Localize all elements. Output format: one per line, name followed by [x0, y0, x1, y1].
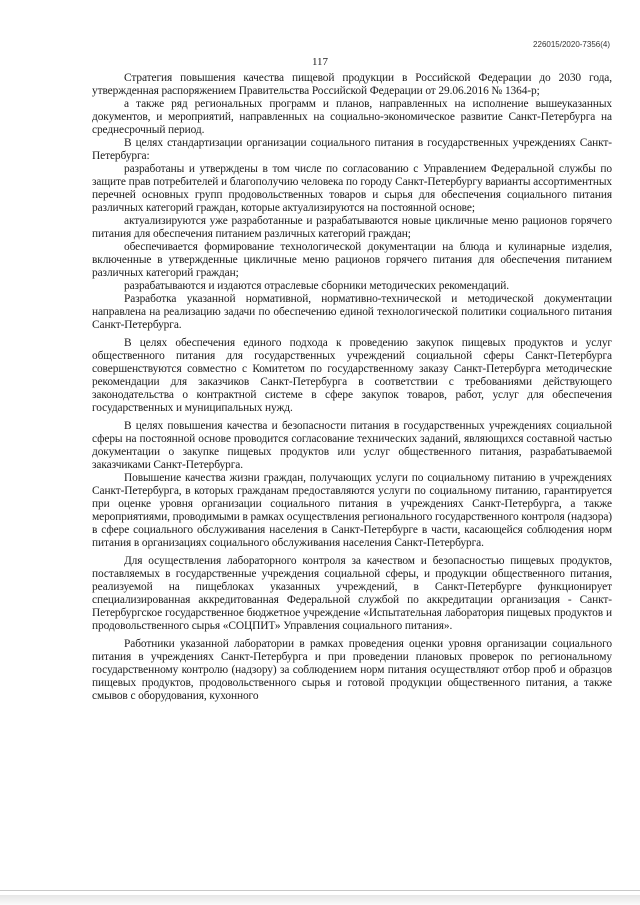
document-body: [92, 72, 612, 703]
paragraph: разработаны и утверждены в том числе по согласованию с Управлением Федеральной службы по защите прав потребителей и благополучию человека по городу Санкт-Петербургу варианты ассортиментных перечней основных групп продовольственных товаров и сырья для обеспечения социального питания различных категорий граждан, которые актуализируются на постоянной основе;: [92, 163, 612, 214]
scan-bottom-edge: [0, 890, 640, 891]
paragraph: обеспечивается формирование технологической документации на блюда и кулинарные изделия, включенные в утвержденные цикличные меню рационов горячего питания для обеспечения питанием различных категорий граждан;: [92, 241, 612, 279]
paragraph: Для осуществления лабораторного контроля за качеством и безопасностью пищевых продуктов, поставляемых в государственные учреждения социальной сферы, и продукции общественного питания, реализуемой на пищеблоках указанных учреждений, в Санкт-Петербурге функционирует специализированная аккредитованная Федеральной службой по аккредитации организация - Санкт-Петербургское государственное бюджетное учреждение «Испытательная лаборатория пищевых продуктов и продовольственного сырья «СОЦПИТ» Управления социального питания».: [92, 555, 612, 632]
scan-bottom-shadow: [0, 895, 640, 905]
page-number: 117: [311, 56, 329, 68]
paragraph: В целях стандартизации организации социального питания в государственных учреждениях Санкт-Петербурга:: [92, 137, 612, 162]
paragraph: разрабатываются и издаются отраслевые сборники методических рекомендаций.: [124, 280, 509, 292]
paragraph: В целях повышения качества и безопасности питания в государственных учреждениях социальной сферы на постоянной основе проводится согласование технических заданий, являющихся составной частью документации о закупке пищевых продуктов или услуг общественного питания, разрабатываемой заказчиками Санкт-Петербурга.: [92, 420, 612, 471]
paragraph: Работники указанной лаборатории в рамках проведения оценки уровня организации социального питания в учреждениях Санкт-Петербурга и при проведении плановых проверок по региональному государственному контролю (надзору) за соблюдением норм питания осуществляют отбор проб и образцов пищевых продуктов, продовольственного сырья и готовой продукции общественного питания, а также смывов с оборудования, кухонного: [92, 638, 612, 702]
paragraph: Повышение качества жизни граждан, получающих услуги по социальному питанию в учреждениях Санкт-Петербурга, в которых гражданам предоставляются услуги по социальному питанию, гарантируется при оценке уровня организации социального питания в учреждениях Санкт-Петербурга, а также мероприятиями, проводимыми в рамках осуществления регионального государственного контроля (надзора) в сфере социального обслуживания населения в Санкт-Петербурге в части, касающейся соблюдения норм питания в организациях социального обслуживания населения Санкт-Петербурга.: [92, 472, 612, 549]
document-registration-number: 226015/2020-7356(4): [533, 40, 610, 49]
paragraph: а также ряд региональных программ и планов, направленных на исполнение вышеуказанных документов, и мероприятий, направленных на социально-экономическое развитие Санкт-Петербурга на среднесрочный период.: [92, 98, 612, 136]
paragraph: Стратегия повышения качества пищевой продукции в Российской Федерации до 2030 года, утвержденная распоряжением Правительства Российской Федерации от 29.06.2016 № 1364-р;: [92, 72, 612, 97]
paragraph: актуализируются уже разработанные и разрабатываются новые цикличные меню рационов горячего питания для обеспечения питанием различных категорий граждан;: [92, 215, 612, 240]
paragraph: Разработка указанной нормативной, нормативно-технической и методической документации направлена на реализацию задачи по обеспечению единой технологической политики социального питания Санкт-Петербурга.: [92, 293, 612, 331]
paragraph: В целях обеспечения единого подхода к проведению закупок пищевых продуктов и услуг общественного питания для государственных учреждений социальной сферы Санкт-Петербурга совершенствуются совместно с Комитетом по государственному заказу Санкт-Петербурга методические рекомендации для заказчиков Санкт-Петербурга в соответствии с требованиями действующего законодательства о контрактной системе в сфере закупок товаров, работ, услуг для обеспечения государственных и муниципальных нужд.: [92, 337, 612, 414]
